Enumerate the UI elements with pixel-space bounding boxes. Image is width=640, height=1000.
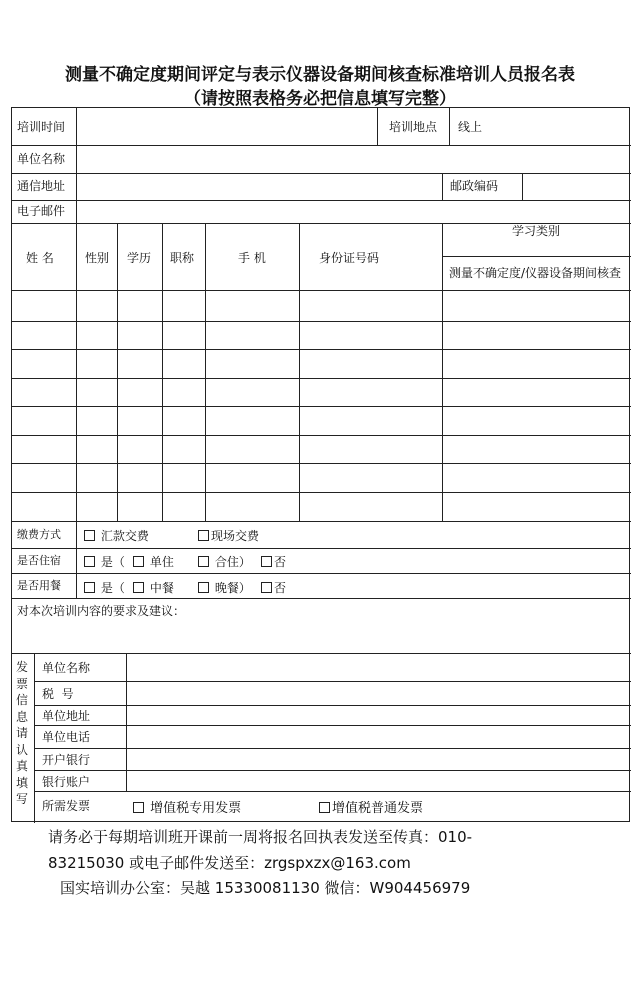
- col-header-education: 学历: [127, 251, 152, 265]
- invoice-bank-field[interactable]: [128, 750, 628, 768]
- lodging-yes[interactable]: 是（: [84, 553, 125, 570]
- train-time-field[interactable]: [78, 110, 375, 143]
- participant-row[interactable]: [12, 436, 631, 462]
- payment-label: 缴费方式: [17, 528, 61, 541]
- invoice-type-special[interactable]: 增值税专用发票: [133, 797, 241, 816]
- invoice-unit-name-label: 单位名称: [42, 661, 91, 675]
- invoice-type-normal[interactable]: 增值税普通发票: [319, 797, 423, 816]
- checkbox-icon[interactable]: [133, 582, 144, 593]
- participant-row[interactable]: [12, 464, 631, 491]
- unit-name-label: 单位名称: [17, 152, 66, 166]
- train-place-label: 培训地点: [389, 120, 438, 134]
- checkbox-icon[interactable]: [84, 582, 95, 593]
- col-header-id-number: 身份证号码: [319, 251, 380, 265]
- footer-instructions-line1: 请务必于每期培训班开课前一周将报名回执表发送至传真：010-: [48, 828, 473, 846]
- invoice-tax-no-field[interactable]: [128, 683, 628, 703]
- postcode-field[interactable]: [524, 175, 628, 198]
- invoice-bank-label: 开户银行: [42, 753, 91, 767]
- page-subtitle: （请按照表格务必把信息填写完整）: [184, 89, 456, 109]
- category-value: 测量不确定度/仪器设备期间核查: [449, 266, 622, 280]
- meals-no[interactable]: 否: [261, 579, 286, 596]
- lodging-single[interactable]: 单住: [133, 553, 174, 570]
- invoice-address-label: 单位地址: [42, 709, 91, 723]
- participant-row[interactable]: [12, 350, 631, 377]
- payment-option-onsite[interactable]: 现场交费: [198, 527, 259, 544]
- invoice-phone-field[interactable]: [128, 727, 628, 746]
- registration-form: [11, 107, 630, 822]
- participant-row[interactable]: [12, 322, 631, 348]
- email-label: 电子邮件: [17, 204, 66, 218]
- meals-yes[interactable]: 是（: [84, 579, 125, 596]
- train-place-value: 线上: [458, 120, 483, 134]
- invoice-side-label: 发票信息请认真填写: [15, 660, 28, 806]
- meals-label: 是否用餐: [17, 579, 61, 592]
- checkbox-icon[interactable]: [84, 556, 95, 567]
- col-header-phone: 手 机: [238, 251, 266, 265]
- email-field[interactable]: [78, 202, 628, 222]
- payment-option-transfer[interactable]: 汇款交费: [84, 527, 149, 544]
- participant-row[interactable]: [12, 379, 631, 405]
- invoice-address-field[interactable]: [128, 707, 628, 723]
- lodging-no[interactable]: 否: [261, 553, 286, 570]
- invoice-account-label: 银行账户: [42, 775, 91, 789]
- address-field[interactable]: [78, 175, 440, 198]
- meals-dinner[interactable]: 晚餐）: [198, 579, 251, 596]
- participant-row[interactable]: [12, 291, 631, 320]
- participant-row[interactable]: [12, 407, 631, 434]
- col-header-title: 职称: [170, 251, 195, 265]
- checkbox-icon[interactable]: [133, 802, 144, 813]
- lodging-label: 是否住宿: [17, 554, 61, 567]
- lodging-shared[interactable]: 合住）: [198, 553, 251, 570]
- col-header-name: 姓 名: [26, 251, 54, 265]
- train-time-label: 培训时间: [17, 120, 66, 134]
- checkbox-icon[interactable]: [133, 556, 144, 567]
- invoice-unit-name-field[interactable]: [128, 655, 628, 679]
- unit-name-field[interactable]: [78, 147, 628, 171]
- col-header-category: 学习类别: [512, 224, 561, 238]
- checkbox-icon[interactable]: [198, 530, 209, 541]
- checkbox-icon[interactable]: [84, 530, 95, 541]
- suggestions-label: 对本次培训内容的要求及建议：: [17, 604, 186, 618]
- invoice-tax-no-label: 税 号: [42, 687, 74, 701]
- invoice-type-label: 所需发票: [42, 799, 91, 813]
- participant-row[interactable]: [12, 493, 631, 520]
- checkbox-icon[interactable]: [261, 582, 272, 593]
- address-label: 通信地址: [17, 179, 66, 193]
- checkbox-icon[interactable]: [198, 582, 209, 593]
- suggestions-field[interactable]: [14, 620, 628, 651]
- footer-contact: 国实培训办公室：吴越 15330081130 微信：W904456979: [60, 879, 471, 897]
- invoice-phone-label: 单位电话: [42, 730, 91, 744]
- checkbox-icon[interactable]: [261, 556, 272, 567]
- meals-lunch[interactable]: 中餐: [133, 579, 174, 596]
- checkbox-icon[interactable]: [319, 802, 330, 813]
- checkbox-icon[interactable]: [198, 556, 209, 567]
- page-title: 测量不确定度期间评定与表示仪器设备期间核查标准培训人员报名表: [65, 65, 575, 85]
- footer-instructions-line2: 83215030 或电子邮件发送至：zrgspxzx@163.com: [48, 854, 411, 872]
- invoice-account-field[interactable]: [128, 772, 628, 789]
- col-header-gender: 性别: [85, 251, 110, 265]
- postcode-label: 邮政编码: [450, 179, 499, 193]
